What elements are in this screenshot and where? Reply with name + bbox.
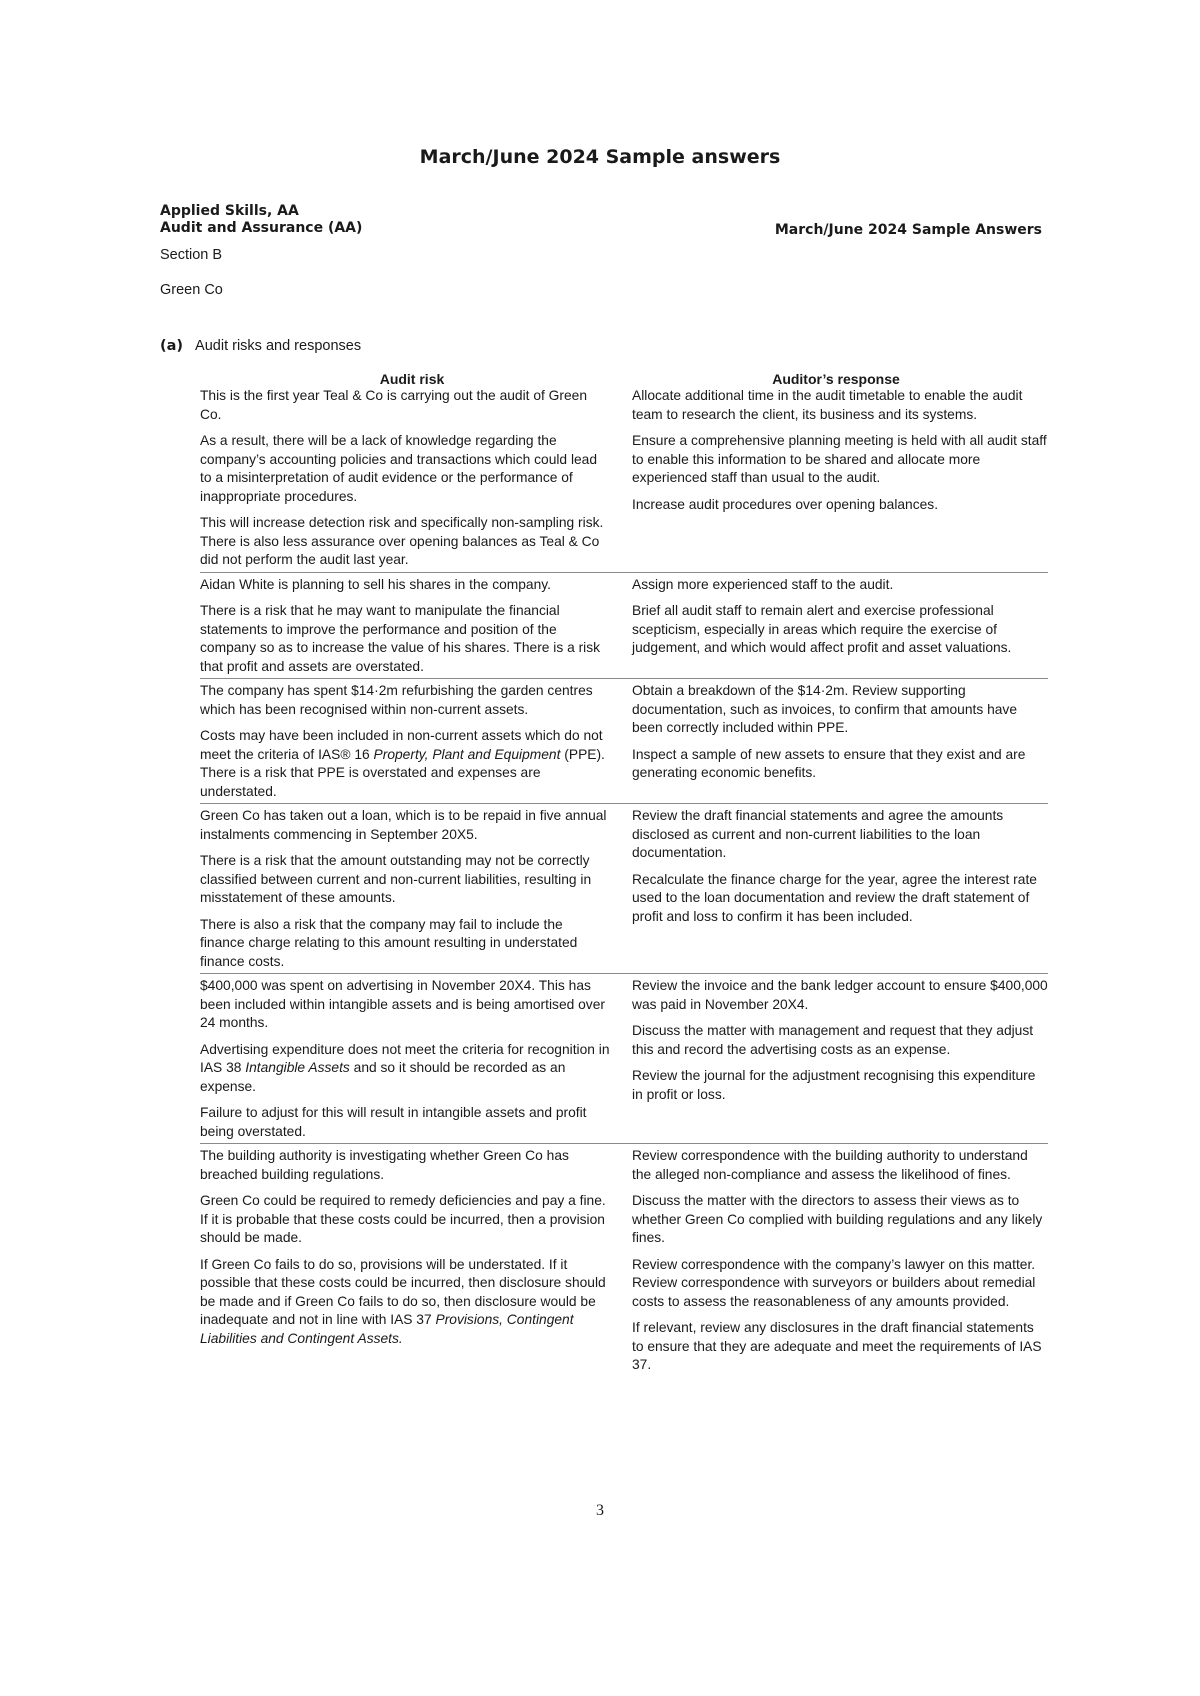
paragraph: Discuss the matter with management and request that they adjust this and record the advertising costs as an expense.	[632, 1023, 1034, 1057]
paragraph: Review the draft financial statements and agree the amounts disclosed as current and non-current liabilities to the loan documentation.	[632, 808, 1004, 860]
audit-risk-table	[200, 371, 1048, 1377]
paragraph: There is a risk that the amount outstanding may not be correctly classified between current and non-current liabilities, resulting in misstatement of these amounts.	[200, 853, 592, 905]
table-row	[200, 804, 1048, 974]
paragraph: Review correspondence with the company’s lawyer on this matter. Review correspondence with surveyors or builders about remedial costs to assess the reasonableness of any amounts provided.	[632, 1256, 1036, 1309]
paragraph: Brief all audit staff to remain alert and exercise professional scepticism, especially in areas which require the exercise of judgement, and which would affect profit and asset valuations.	[632, 603, 1012, 655]
audit-risk-cell	[200, 974, 624, 1143]
paragraph: Failure to adjust for this will result in intangible assets and profit being overstated.	[200, 1105, 587, 1139]
part-label: (a)	[160, 338, 184, 354]
paragraph: As a result, there will be a lack of knowledge regarding the company’s accounting policies and transactions which could lead to a misinterpretation of audit evidence or the performance of inappropriate procedures.	[200, 433, 598, 504]
paper-header-right: March/June 2024 Sample Answers	[774, 222, 1042, 238]
page-title: March/June 2024 Sample answers	[419, 146, 781, 168]
paragraph: Green Co has taken out a loan, which is to be repaid in five annual instalments commencing in September 20X5.	[200, 808, 607, 842]
table-row	[200, 974, 1048, 1144]
paper-header-left	[160, 203, 362, 237]
auditor-response-cell	[624, 974, 1048, 1143]
paragraph: This will increase detection risk and specifically non-sampling risk. There is also less assurance over opening balances as Teal & Co did not perform the audit last year.	[200, 515, 604, 567]
audit-risk-cell	[200, 804, 624, 973]
audit-risk-cell	[200, 387, 624, 572]
exam-name: Audit and Assurance (AA)	[160, 220, 363, 236]
paragraph: If relevant, review any disclosures in the draft financial statements to ensure that they are adequate and meet the requirements of IAS 37.	[632, 1320, 1042, 1372]
paragraph: Review the journal for the adjustment recognising this expenditure in profit or loss.	[632, 1068, 1036, 1102]
audit-risk-cell	[200, 1144, 624, 1377]
standard-title: Provisions, Contingent Liabilities and Contingent Assets.	[200, 1312, 574, 1346]
paragraph: This is the first year Teal & Co is carrying out the audit of Green Co.	[200, 388, 587, 422]
paragraph: Assign more experienced staff to the audit.	[632, 576, 894, 592]
section-label: Section B	[160, 247, 223, 263]
standard-title: Intangible Assets	[245, 1060, 350, 1075]
company-name: Green Co	[160, 282, 223, 298]
paragraph: Green Co could be required to remedy deficiencies and pay a fine. If it is probable that these costs could be incurred, then a provision should be made.	[200, 1193, 606, 1245]
paragraph: Increase audit procedures over opening balances.	[632, 496, 939, 512]
paragraph: Advertising expenditure does not meet the criteria for recognition in IAS 38 Intangible Assets and so it should be recorded as an expense.	[200, 1041, 610, 1094]
audit-risk-cell	[200, 679, 624, 803]
part-title: Audit risks and responses	[195, 338, 362, 354]
paragraph: Aidan White is planning to sell his shares in the company.	[200, 576, 551, 592]
paragraph: Allocate additional time in the audit timetable to enable the audit team to research the client, its business and its systems.	[632, 388, 1023, 422]
auditor-response-cell	[624, 804, 1048, 973]
paragraph: Review the invoice and the bank ledger account to ensure $400,000 was paid in November 20X4.	[632, 978, 1048, 1012]
auditor-response-cell	[624, 387, 1048, 572]
page-number: 3	[596, 1502, 604, 1519]
table-row	[200, 573, 1048, 680]
paragraph: Ensure a comprehensive planning meeting is held with all audit staff to enable this information to be shared and allocate more experienced staff than usual to the audit.	[632, 433, 1047, 485]
paragraph: Recalculate the finance charge for the year, agree the interest rate used to the loan documentation and review the draft statement of profit and loss to confirm it has been included.	[632, 871, 1037, 924]
standard-title: Property, Plant and Equipment	[373, 746, 561, 762]
column-header-response: Auditor’s response	[772, 371, 900, 387]
paragraph: If Green Co fails to do so, provisions will be understated. If it possible that these costs could be incurred, then disclosure should be made and if Green Co fails to do so, then disclosure would be inadequate and not in line with IAS 37 Provisions, Contingent Liabilities and Contingent Assets.	[200, 1256, 606, 1346]
table-row	[200, 679, 1048, 804]
paragraph: Inspect a sample of new assets to ensure that they exist and are generating economic benefits.	[632, 746, 1026, 780]
paragraph: Costs may have been included in non-current assets which do not meet the criteria of IAS® 16 Property, Plant and Equipment (PPE). There is a risk that PPE is overstated and expenses are understated.	[200, 728, 605, 799]
paragraph: Obtain a breakdown of the $14·2m. Review supporting documentation, such as invoices, to confirm that amounts have been correctly included within PPE.	[632, 683, 1017, 735]
auditor-response-cell	[624, 679, 1048, 803]
paragraph: $400,000 was spent on advertising in November 20X4. This has been included within intangible assets and is being amortised over 24 months.	[200, 978, 605, 1030]
exam-level: Applied Skills, AA	[160, 203, 299, 219]
paragraph: The building authority is investigating whether Green Co has breached building regulations.	[200, 1148, 569, 1182]
paragraph: Discuss the matter with the directors to assess their views as to whether Green Co complied with building regulations and any likely fines.	[632, 1193, 1043, 1245]
paragraph: There is a risk that he may want to manipulate the financial statements to improve the performance and position of the company so as to increase the value of his shares. There is a risk that profit and assets are overstated.	[200, 603, 601, 674]
auditor-response-cell	[624, 1144, 1048, 1377]
audit-risk-cell	[200, 573, 624, 679]
column-header-risk: Audit risk	[379, 371, 445, 387]
paragraph: The company has spent $14·2m refurbishing the garden centres which has been recognised within non-current assets.	[200, 683, 593, 717]
table-header	[200, 371, 1048, 387]
part-heading	[160, 338, 361, 354]
paragraph: There is also a risk that the company may fail to include the finance charge relating to this amount resulting in understated finance costs.	[200, 916, 578, 969]
table-row	[200, 1144, 1048, 1377]
paragraph: Review correspondence with the building authority to understand the alleged non-compliance and assess the likelihood of fines.	[632, 1148, 1028, 1182]
auditor-response-cell	[624, 573, 1048, 679]
table-row	[200, 387, 1048, 573]
